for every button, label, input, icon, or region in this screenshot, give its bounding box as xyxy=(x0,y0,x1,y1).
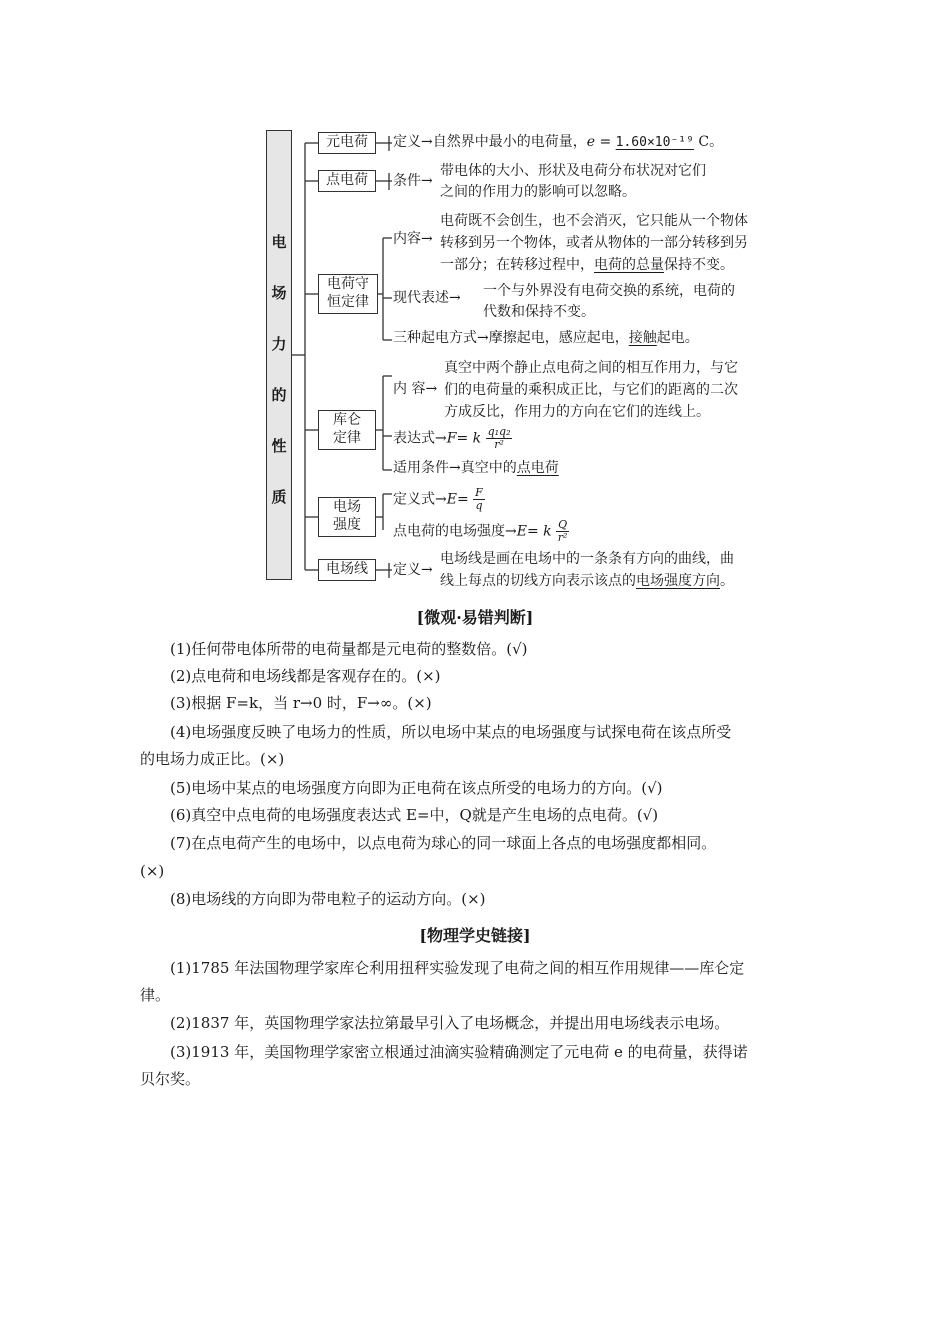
coulomb-box xyxy=(318,410,376,450)
branch-label: 内容→ xyxy=(393,231,433,247)
conservation-box xyxy=(318,274,378,314)
content-text-part: 保持不变。 xyxy=(664,257,734,273)
unit-text: C。 xyxy=(693,134,724,150)
fraction-denominator: r² xyxy=(494,438,504,451)
modern-statement-text: 代数和保持不变。 xyxy=(483,304,595,320)
branch-label: 定义式→ xyxy=(393,491,447,508)
field-definition-formula xyxy=(393,487,485,512)
list-item: (6)真空中点电荷的电场强度表达式 E=中，Q就是产生电场的点电荷。(√) xyxy=(170,806,659,824)
branch-label: 点电荷的电场强度→ xyxy=(393,523,517,540)
fraction-denominator: r² xyxy=(557,531,568,544)
branch-label: 三种起电方式→ xyxy=(393,330,489,346)
list-item: (1)1785 年法国物理学家库仑利用扭秤实验发现了电荷之间的相互作用规律——库仑定 xyxy=(170,959,745,977)
coulomb-fraction xyxy=(486,426,513,451)
node-label: 点电荷 xyxy=(326,172,368,188)
list-item: (3)根据 F=k，当 r→0 时，F→∞。(×) xyxy=(170,694,432,712)
branch-label: 表达式→ xyxy=(393,430,447,447)
root-char: 性 xyxy=(271,437,287,455)
list-item: (1)任何带电体所带的电荷量都是元电荷的整数倍。(√) xyxy=(170,640,528,658)
node-label: 电场线 xyxy=(326,561,368,577)
node-label: 恒定律 xyxy=(327,294,369,310)
underlined-term: 电荷的总量 xyxy=(594,257,664,273)
coulomb-condition xyxy=(393,459,559,478)
branch-label: 定义→ xyxy=(393,562,433,578)
node-label: 库仑 xyxy=(333,412,361,428)
content-text: 真空中两个静止点电荷之间的相互作用力，与它 xyxy=(444,360,738,376)
field-lines-box xyxy=(318,559,376,581)
condition-text: 真空中的 xyxy=(460,460,517,476)
list-item: 律。 xyxy=(140,986,171,1004)
coulomb-expression xyxy=(393,426,512,451)
root-title-box xyxy=(266,130,292,580)
node-label: 强度 xyxy=(333,517,361,533)
content-text: 转移到另一个物体，或者从物体的一部分转移到另 xyxy=(440,235,748,251)
list-item: (×) xyxy=(140,862,165,880)
list-item: (2)点电荷和电场线都是客观存在的。(×) xyxy=(170,667,441,685)
node-label: 定律 xyxy=(333,430,361,446)
methods-text: 起电。 xyxy=(656,330,699,346)
underlined-term: 电场强度方向 xyxy=(636,573,720,589)
content-text: 方成反比，作用力的方向在它们的连线上。 xyxy=(444,404,710,420)
methods-text: 摩擦起电，感应起电， xyxy=(488,330,629,346)
root-char: 力 xyxy=(271,335,287,353)
point-charge-box xyxy=(318,170,376,192)
definition-text-part: 线上每点的切线方向表示该点的 xyxy=(440,573,636,589)
node-label: 元电荷 xyxy=(326,134,368,150)
formula-lhs: F= k xyxy=(446,430,482,447)
definition-text: 电场线是画在电场中的一条条有方向的曲线，曲 xyxy=(440,551,734,567)
section-title-misconceptions: [微观·易错判断] xyxy=(416,608,534,627)
fraction-numerator: F xyxy=(475,486,483,499)
formula-lhs: E= xyxy=(446,491,469,508)
underlined-term: 接触 xyxy=(628,330,657,346)
fraction-numerator: q₁q₂ xyxy=(487,425,511,438)
fraction-numerator: Q xyxy=(558,518,568,531)
list-item: (4)电场强度反映了电场力的性质，所以电场中某点的电场强度与试探电荷在该点所受 xyxy=(170,723,732,741)
node-label: 电场 xyxy=(333,499,361,515)
branch-label: 内 容→ xyxy=(393,381,438,397)
list-item: (7)在点电荷产生的电场中，以点电荷为球心的同一球面上各点的电场强度都相同。 xyxy=(170,834,717,852)
list-item: 的电场力成正比。(×) xyxy=(140,750,285,768)
elementary-charge-definition xyxy=(393,133,723,152)
section-title-history: [物理学史链接] xyxy=(419,926,531,945)
field-strength-box xyxy=(318,497,376,537)
underlined-term: 点电荷 xyxy=(516,460,559,476)
content-text: 电荷既不会创生，也不会消灭，它只能从一个物体 xyxy=(440,213,748,229)
formula-lhs: E= k xyxy=(516,523,552,540)
condition-text: 之间的作用力的影响可以忽略。 xyxy=(440,184,636,200)
root-title xyxy=(267,217,291,523)
branch-label: 适用条件→ xyxy=(393,460,461,476)
root-char: 场 xyxy=(271,284,287,302)
branch-label: 定义→ xyxy=(393,134,433,150)
modern-statement-text: 一个与外界没有电荷交换的系统，电荷的 xyxy=(483,283,735,299)
node-label: 电荷守 xyxy=(327,276,369,292)
elementary-charge-value: 1.60×10⁻¹⁹ xyxy=(615,135,694,150)
root-char: 的 xyxy=(271,386,287,404)
fraction-denominator: q xyxy=(475,499,483,512)
list-item: (5)电场中某点的电场强度方向即为正电荷在该点所受的电场力的方向。(√) xyxy=(170,779,663,797)
list-item: (3)1913 年，美国物理学家密立根通过油滴实验精确测定了元电荷 e 的电荷量，获得诺 xyxy=(170,1043,748,1061)
list-item: 贝尔奖。 xyxy=(140,1070,201,1088)
point-charge-field-formula xyxy=(393,519,569,544)
content-text-part: 一部分；在转移过程中， xyxy=(440,257,594,273)
definition-text-part: 。 xyxy=(720,573,734,589)
root-char: 电 xyxy=(271,233,287,251)
charging-methods xyxy=(393,329,699,348)
root-char: 质 xyxy=(271,488,287,506)
condition-text: 带电体的大小、形状及电荷分布状况对它们 xyxy=(440,163,706,179)
elementary-charge-box xyxy=(318,132,376,154)
definition-text xyxy=(440,572,734,591)
point-field-fraction xyxy=(556,519,569,544)
field-fraction xyxy=(473,487,485,512)
content-text xyxy=(440,256,734,275)
branch-label: 现代表述→ xyxy=(393,290,461,306)
symbol-e: e = xyxy=(586,134,616,150)
list-item: (8)电场线的方向即为带电粒子的运动方向。(×) xyxy=(170,890,486,908)
branch-label: 条件→ xyxy=(393,173,433,189)
list-item: (2)1837 年，英国物理学家法拉第最早引入了电场概念，并提出用电场线表示电场。 xyxy=(170,1014,730,1032)
definition-text: 自然界中最小的电荷量， xyxy=(432,134,587,150)
content-text: 们的电荷量的乘积成正比，与它们的距离的二次 xyxy=(444,382,738,398)
